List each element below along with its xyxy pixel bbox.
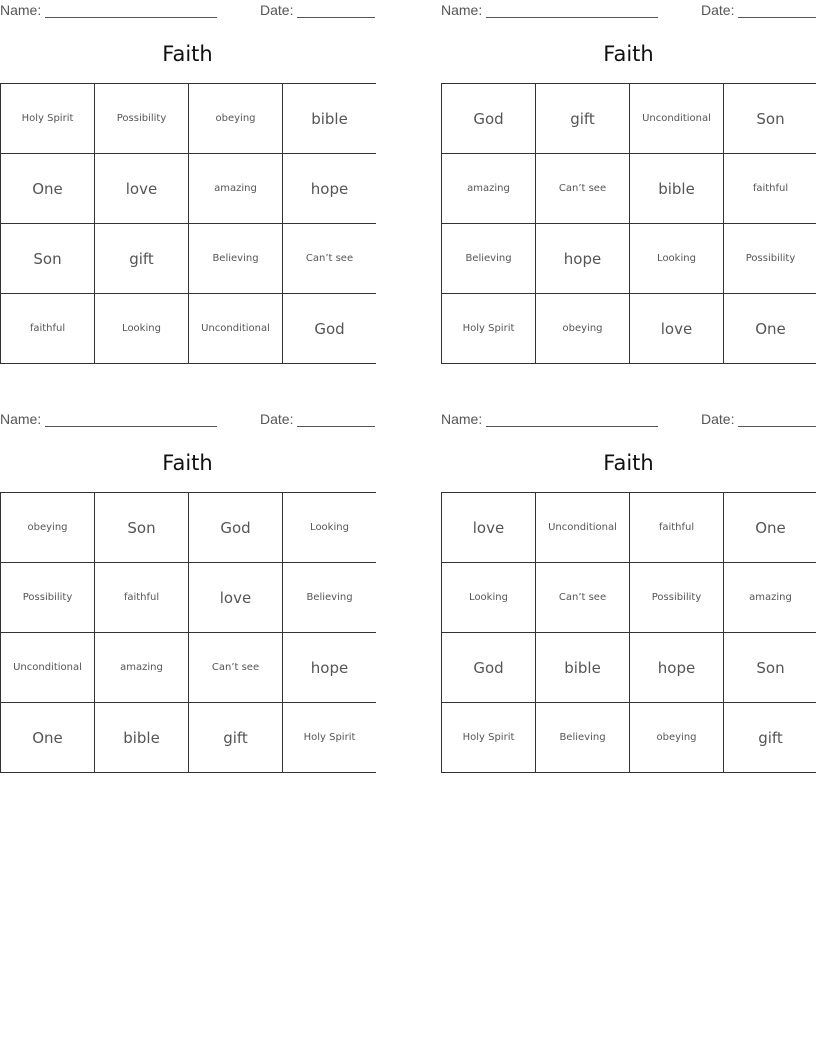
bingo-cell[interactable]: bible (630, 154, 723, 223)
date-label: Date: (701, 2, 735, 18)
date-label: Date: (260, 411, 294, 427)
date-label: Date: (260, 2, 294, 18)
bingo-card-4 (441, 409, 816, 774)
bingo-cell[interactable]: Unconditional (189, 294, 282, 363)
card-header (0, 411, 375, 429)
bingo-cell[interactable]: Looking (95, 294, 188, 363)
bingo-cell[interactable]: Can’t see (536, 154, 629, 223)
bingo-cell[interactable]: Looking (630, 224, 723, 293)
bingo-cell[interactable]: faithful (95, 563, 188, 632)
bingo-cell[interactable]: Unconditional (536, 493, 629, 562)
date-label: Date: (701, 411, 735, 427)
bingo-cell[interactable]: gift (724, 703, 816, 772)
bingo-cell[interactable]: amazing (442, 154, 535, 223)
bingo-cell[interactable]: One (724, 493, 816, 562)
date-blank[interactable] (297, 2, 375, 18)
bingo-cell[interactable]: Believing (189, 224, 282, 293)
date-blank[interactable] (738, 2, 816, 18)
bingo-cell[interactable]: Possibility (724, 224, 816, 293)
bingo-cell[interactable]: hope (630, 633, 723, 702)
date-blank[interactable] (738, 411, 816, 427)
bingo-cell[interactable]: Holy Spirit (442, 294, 535, 363)
bingo-card-3 (0, 409, 375, 774)
bingo-cell[interactable]: Can’t see (283, 224, 376, 293)
bingo-cell[interactable]: gift (95, 224, 188, 293)
bingo-cell[interactable]: amazing (189, 154, 282, 223)
bingo-grid (0, 492, 376, 773)
card-header (441, 2, 816, 20)
bingo-grid (441, 492, 816, 773)
bingo-cell[interactable]: Possibility (1, 563, 94, 632)
bingo-cell[interactable]: Possibility (95, 84, 188, 153)
bingo-grid (441, 83, 816, 364)
bingo-cell[interactable]: Believing (536, 703, 629, 772)
bingo-grid (0, 83, 376, 364)
bingo-cell[interactable]: faithful (724, 154, 816, 223)
bingo-cell[interactable]: Can’t see (536, 563, 629, 632)
bingo-cell[interactable]: God (189, 493, 282, 562)
bingo-cell[interactable]: bible (283, 84, 376, 153)
name-blank[interactable] (486, 411, 658, 427)
card-title: Faith (603, 451, 654, 475)
bingo-cell[interactable]: Can’t see (189, 633, 282, 702)
bingo-cell[interactable]: obeying (189, 84, 282, 153)
bingo-cell[interactable]: Son (1, 224, 94, 293)
bingo-cell[interactable]: Looking (442, 563, 535, 632)
name-blank[interactable] (45, 411, 217, 427)
bingo-cell[interactable]: obeying (630, 703, 723, 772)
name-blank[interactable] (486, 2, 658, 18)
bingo-cell[interactable]: love (442, 493, 535, 562)
card-title: Faith (162, 42, 213, 66)
name-label: Name: (441, 2, 483, 18)
bingo-cell[interactable]: God (442, 633, 535, 702)
bingo-cell[interactable]: amazing (724, 563, 816, 632)
bingo-cell[interactable]: One (724, 294, 816, 363)
bingo-cell[interactable]: Believing (442, 224, 535, 293)
bingo-cell[interactable]: Believing (283, 563, 376, 632)
name-label: Name: (0, 2, 42, 18)
bingo-cell[interactable]: Son (724, 633, 816, 702)
card-header (441, 411, 816, 429)
bingo-cell[interactable]: obeying (536, 294, 629, 363)
bingo-cell[interactable]: bible (536, 633, 629, 702)
bingo-card-2 (441, 0, 816, 365)
bingo-cell[interactable]: love (630, 294, 723, 363)
bingo-cell[interactable]: Possibility (630, 563, 723, 632)
bingo-cell[interactable]: hope (283, 633, 376, 702)
bingo-cell[interactable]: Looking (283, 493, 376, 562)
bingo-cell[interactable]: hope (283, 154, 376, 223)
bingo-cell[interactable]: love (95, 154, 188, 223)
bingo-cell[interactable]: God (442, 84, 535, 153)
bingo-cell[interactable]: One (1, 154, 94, 223)
card-title: Faith (603, 42, 654, 66)
name-label: Name: (441, 411, 483, 427)
name-label: Name: (0, 411, 42, 427)
bingo-cell[interactable]: God (283, 294, 376, 363)
bingo-cell[interactable]: Son (724, 84, 816, 153)
bingo-cell[interactable]: Son (95, 493, 188, 562)
bingo-cell[interactable]: bible (95, 703, 188, 772)
name-blank[interactable] (45, 2, 217, 18)
card-title: Faith (162, 451, 213, 475)
bingo-cell[interactable]: Holy Spirit (283, 703, 376, 772)
bingo-cell[interactable]: One (1, 703, 94, 772)
bingo-cell[interactable]: love (189, 563, 282, 632)
date-blank[interactable] (297, 411, 375, 427)
bingo-cell[interactable]: Unconditional (630, 84, 723, 153)
bingo-cell[interactable]: Unconditional (1, 633, 94, 702)
bingo-card-1 (0, 0, 375, 365)
bingo-cell[interactable]: Holy Spirit (1, 84, 94, 153)
bingo-cell[interactable]: faithful (1, 294, 94, 363)
bingo-cell[interactable]: gift (189, 703, 282, 772)
bingo-cell[interactable]: obeying (1, 493, 94, 562)
bingo-cell[interactable]: Holy Spirit (442, 703, 535, 772)
bingo-cell[interactable]: gift (536, 84, 629, 153)
bingo-cell[interactable]: amazing (95, 633, 188, 702)
bingo-cell[interactable]: hope (536, 224, 629, 293)
card-header (0, 2, 375, 20)
bingo-cell[interactable]: faithful (630, 493, 723, 562)
